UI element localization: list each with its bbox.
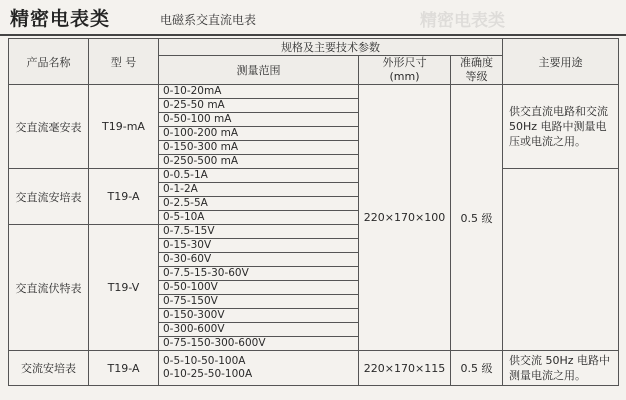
range-cell: 0-1-2A <box>159 183 359 197</box>
accuracy-cell: 0.5 级 <box>451 351 503 386</box>
spec-table <box>8 38 619 386</box>
col-header-model: 型 号 <box>89 39 159 85</box>
range-cell: 0-75-150V <box>159 295 359 309</box>
table-row <box>9 169 619 183</box>
range-cell: 0-50-100 mA <box>159 113 359 127</box>
col-header-accuracy <box>451 56 503 85</box>
range-cell: 0-10-20mA <box>159 85 359 99</box>
range-cell: 0-0.5-1A <box>159 169 359 183</box>
usage-cell: 供交流 50Hz 电路中测量电流之用。 <box>503 351 619 386</box>
col-header-spec-group: 规格及主要技术参数 <box>159 39 503 56</box>
range-cell: 0-75-150-300-600V <box>159 337 359 351</box>
range-cell: 0-100-200 mA <box>159 127 359 141</box>
range-cell: 0-15-30V <box>159 239 359 253</box>
range-cell: 0-30-60V <box>159 253 359 267</box>
model-cell: T19-A <box>89 351 159 386</box>
page-header <box>0 0 626 38</box>
col-header-usage: 主要用途 <box>503 39 619 85</box>
range-cell: 0-7.5-15-30-60V <box>159 267 359 281</box>
col-header-product-name: 产品名称 <box>9 39 89 85</box>
col-header-accuracy-text: 准确度 等级 <box>460 56 493 83</box>
range-cell: 0-250-500 mA <box>159 155 359 169</box>
page-subtitle: 电磁系交直流电表 <box>160 13 257 27</box>
range-cell: 0-2.5-5A <box>159 197 359 211</box>
model-cell: T19-A <box>89 169 159 225</box>
range-cell: 0-7.5-15V <box>159 225 359 239</box>
dimensions-cell: 220×170×100 <box>359 85 451 351</box>
dimensions-cell: 220×170×115 <box>359 351 451 386</box>
title-rule <box>0 34 626 36</box>
col-header-dimensions-text: 外形尺寸 (mm) <box>382 56 427 83</box>
table-row <box>9 351 619 386</box>
range-cell: 0-50-100V <box>159 281 359 295</box>
range-cell: 0-150-300 mA <box>159 141 359 155</box>
range-cell: 0-5-10A <box>159 211 359 225</box>
usage-cell: 供交直流电路和交流 50Hz 电路中测量电压或电流之用。 <box>503 85 619 169</box>
range-cell: 0-25-50 mA <box>159 99 359 113</box>
spec-table-body <box>9 85 619 386</box>
product-name-cell: 交直流安培表 <box>9 169 89 225</box>
range-line: 0-10-25-50-100A <box>163 368 253 380</box>
range-line: 0-5-10-50-100A <box>163 355 246 367</box>
usage-empty-cell <box>503 169 619 351</box>
range-cell: 0-150-300V <box>159 309 359 323</box>
model-cell: T19-V <box>89 225 159 351</box>
page-title: 精密电表类 <box>10 8 111 30</box>
range-cell: 0-300-600V <box>159 323 359 337</box>
col-header-range: 测量范围 <box>159 56 359 85</box>
accuracy-cell: 0.5 级 <box>451 85 503 351</box>
col-header-dimensions <box>359 56 451 85</box>
bleed-through-text: 精密电表类 <box>420 11 505 31</box>
range-cell-multi <box>159 351 359 386</box>
product-name-cell: 交流安培表 <box>9 351 89 386</box>
product-name-cell: 交直流伏特表 <box>9 225 89 351</box>
table-row <box>9 85 619 99</box>
product-name-cell: 交直流毫安表 <box>9 85 89 169</box>
model-cell: T19-mA <box>89 85 159 169</box>
